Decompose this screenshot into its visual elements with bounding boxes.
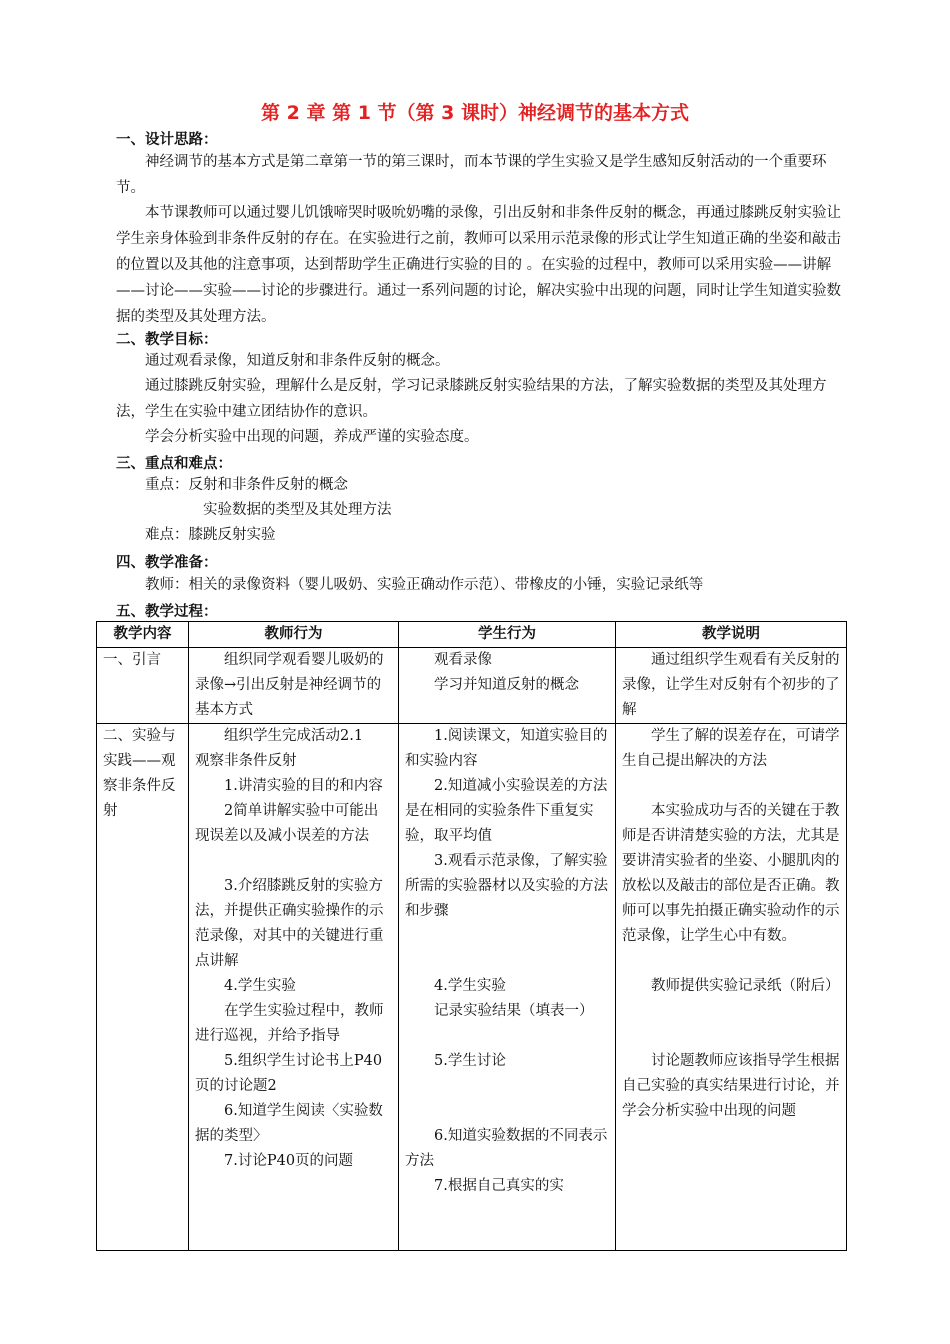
row2-teacher: 组织学生完成活动2.1 观察非条件反射 1.讲清实验的目的和内容 2简单讲解实验中可能出现误差以及减小误差的方法 3.介绍膝跳反射的实验方法，并提供正确实验操作的示范录像，对其中的关键进行重点讲解 4.学生实验 在学生实验过程中，教师进行巡视，并给予指导 5.组织学生讨论书上P40页的讨论题2 6.知道学生阅读〈实验数据的类型〉 7.讨论P40页的问题 <box>189 724 399 1251</box>
design-paragraph-2: 本节课教师可以通过婴儿饥饿啼哭时吸吮奶嘴的录像，引出反射和非条件反射的概念，再通过膝跳反射实验让学生亲身体验到非条件反射的存在。在实验进行之前，教师可以采用示范录像的形式让学生知道正确的坐姿和敲击的位置以及其他的注意事项，达到帮助学生正确进行实验的目的 。在实验的过程中，教师可以采用实验——讲解——讨论——实验——讨论的步骤进行。通过一系列问题的讨论，解决实验中出现的问题，同时让学生知道实验数据的类型及其处理方法。 <box>116 205 841 325</box>
row1-content: 一、引言 <box>97 648 189 724</box>
header-teacher: 教师行为 <box>189 622 399 648</box>
difficulty: 难点：膝跳反射实验 <box>145 527 276 543</box>
header-note: 教学说明 <box>616 622 847 648</box>
row1-student: 观看录像 学习并知道反射的概念 <box>399 648 616 724</box>
goal-item-2: 通过膝跳反射实验，理解什么是反射，学习记录膝跳反射实验结果的方法，了解实验数据的类型及其处理方法，学生在实验中建立团结协作的意识。 <box>116 378 827 420</box>
process-table <box>96 621 847 1251</box>
row1-teacher: 组织同学观看婴儿吸奶的录像→引出反射是神经调节的基本方式 <box>189 648 399 724</box>
design-paragraph-1: 神经调节的基本方式是第二章第一节的第三课时，而本节课的学生实验又是学生感知反射活动的一个重要环节。 <box>116 154 827 196</box>
row1-note: 通过组织学生观看有关反射的录像，让学生对反射有个初步的了解 <box>616 648 847 724</box>
row2-student: 1.阅读课文，知道实验目的和实验内容 2.知道减小实验误差的方法是在相同的实验条件下重复实验，取平均值 3.观看示范录像，了解实验所需的实验器材以及实验的方法和步骤 4.学生实验 记录实验结果（填表一） 5.学生讨论 6.知道实验数据的不同表示方法 7.根据自己真实的实 <box>399 724 616 1251</box>
preparation-text: 教师：相关的录像资料（婴儿吸奶、实验正确动作示范）、带橡皮的小锤，实验记录纸等 <box>145 577 704 593</box>
header-content: 教学内容 <box>97 622 189 648</box>
table-row <box>97 648 847 724</box>
section-heading-design: 一、设计思路： <box>116 132 218 148</box>
row2-note: 学生了解的误差存在，可请学生自己提出解决的方法 本实验成功与否的关键在于教师是否讲清楚实验的方法，尤其是要讲清实验者的坐姿、小腿肌肉的放松以及敲击的部位是否正确。教师可以事先拍摄正确实验动作的示范录像，让学生心中有数。 教师提供实验记录纸（附后） 讨论题教师应该指导学生根据自己实验的真实结果进行讨论，并学会分析实验中出现的问题 <box>616 724 847 1251</box>
section-heading-keypoints: 三、重点和难点： <box>116 456 232 472</box>
page-title: 第 2 章 第 1 节（第 3 课时）神经调节的基本方式 <box>261 102 689 124</box>
table-row <box>97 724 847 1251</box>
header-student: 学生行为 <box>399 622 616 648</box>
keypoint-1: 重点：反射和非条件反射的概念 <box>145 477 348 493</box>
section-heading-goals: 二、教学目标： <box>116 332 218 348</box>
section-heading-preparation: 四、教学准备： <box>116 555 218 571</box>
section-heading-process: 五、教学过程： <box>116 604 218 620</box>
table-header-row <box>97 622 847 648</box>
row2-content: 二、实验与实践——观察非条件反射 <box>97 724 189 1251</box>
goal-item-1: 通过观看录像，知道反射和非条件反射的概念。 <box>145 353 450 369</box>
keypoint-2: 实验数据的类型及其处理方法 <box>203 502 392 518</box>
goal-item-3: 学会分析实验中出现的问题，养成严谨的实验态度。 <box>145 429 479 445</box>
